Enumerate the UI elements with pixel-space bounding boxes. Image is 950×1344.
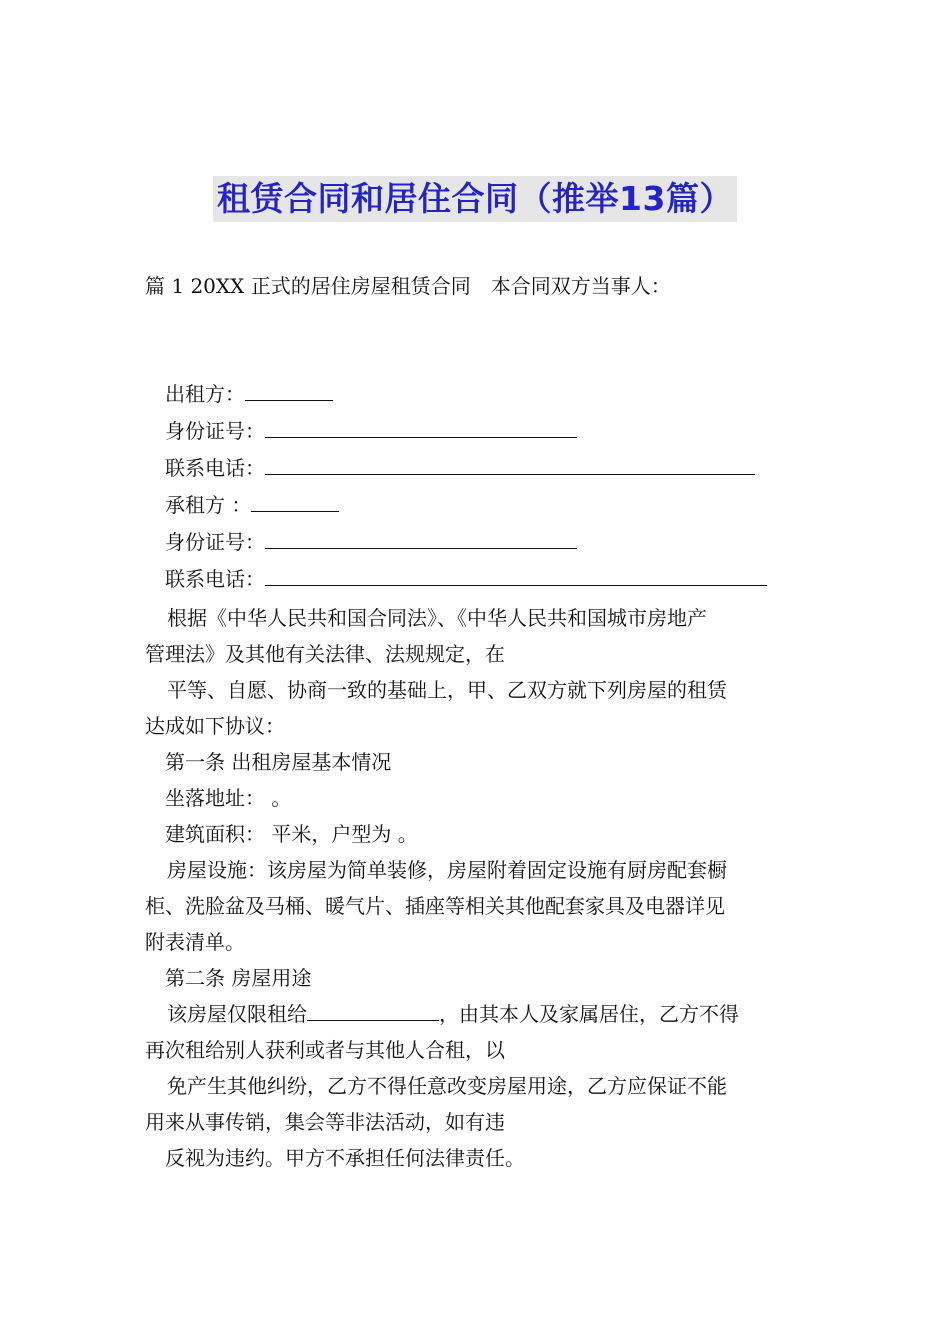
lessor-id-blank: [265, 413, 577, 438]
paragraph-line: 达成如下协议：: [145, 714, 285, 738]
lessor-line: [165, 376, 333, 412]
paragraph-line: 根据《中华人民共和国合同法》、《中华人民共和国城市房地产: [167, 606, 707, 630]
lessee-phone-blank: [265, 561, 767, 586]
paragraph-line: 坐落地址： 。: [165, 786, 292, 810]
lessee-phone-label: 联系电话：: [165, 567, 265, 591]
paragraph-line: 再次租给别人获利或者与其他人合租，以: [145, 1038, 505, 1062]
lessor-phone-blank: [265, 450, 755, 475]
lessee-id-blank: [265, 524, 577, 549]
paragraph-line: 附表清单。: [145, 930, 245, 954]
lessee-blank: [251, 487, 339, 512]
lessee-line: [165, 487, 339, 523]
paragraph-segment: 该房屋仅限租给: [167, 1002, 307, 1026]
lessor-id-line: [165, 413, 577, 449]
paragraph-line: 反视为违约。甲方不承担任何法律责任。: [165, 1146, 525, 1170]
paragraph-line: 柜、洗脸盆及马桶、暖气片、插座等相关其他配套家具及电器详见: [145, 894, 725, 918]
article-heading: 第二条 房屋用途: [165, 966, 312, 990]
paragraph-line: 建筑面积： 平米，户型为 。: [165, 822, 418, 846]
lessor-phone-label: 联系电话：: [165, 456, 265, 480]
lessee-phone-line: [165, 561, 767, 597]
intro-line: 篇 1 20XX 正式的居住房屋租赁合同 本合同双方当事人：: [145, 274, 671, 298]
article-heading: 第一条 出租房屋基本情况: [165, 750, 392, 774]
paragraph-line: 管理法》及其他有关法律、法规规定，在: [145, 642, 505, 666]
lessor-label: 出租方：: [165, 382, 245, 406]
title-container: [0, 176, 950, 222]
lessee-id-label: 身份证号：: [165, 530, 265, 554]
contract-body: [145, 600, 810, 1176]
paragraph-line: 平等、自愿、协商一致的基础上，甲、乙双方就下列房屋的租赁: [167, 678, 727, 702]
lessor-phone-line: [165, 450, 755, 486]
paragraph-line: 用来从事传销，集会等非法活动，如有违: [145, 1110, 505, 1134]
tenant-name-blank: [307, 996, 439, 1021]
lessee-id-line: [165, 524, 577, 560]
lessor-blank: [245, 376, 333, 401]
lessee-label: 承租方 ：: [165, 493, 252, 517]
paragraph-line: 房屋设施：该房屋为简单装修，房屋附着固定设施有厨房配套橱: [167, 858, 727, 882]
paragraph-line: [145, 996, 810, 1032]
paragraph-line: 免产生其他纠纷，乙方不得任意改变房屋用途，乙方应保证不能: [167, 1074, 727, 1098]
paragraph-segment: ，由其本人及家属居住，乙方不得: [439, 1002, 739, 1026]
lessor-id-label: 身份证号：: [165, 419, 265, 443]
document-title: 租赁合同和居住合同（推举13篇）: [213, 176, 737, 222]
